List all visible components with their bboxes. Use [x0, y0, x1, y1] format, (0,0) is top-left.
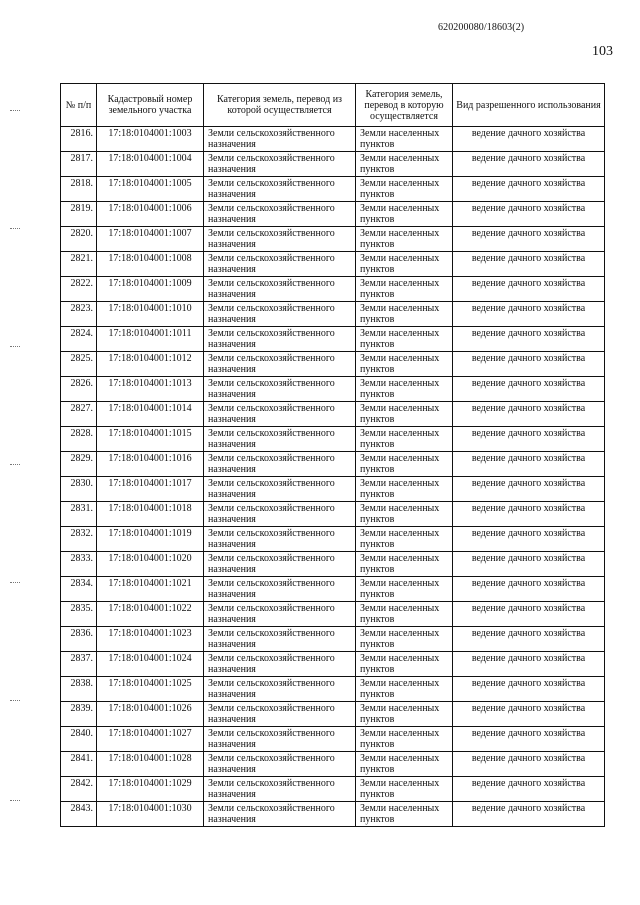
margin-mark: [10, 228, 20, 230]
row-number-cell: 2834.: [61, 577, 97, 602]
cadastral-number-cell: 17:18:0104001:1022: [97, 602, 204, 627]
margin-mark: [10, 464, 20, 466]
table-row: [61, 327, 605, 352]
permitted-use-cell: ведение дачного хозяйства: [453, 277, 605, 302]
table-row: [61, 302, 605, 327]
row-number-cell: 2841.: [61, 752, 97, 777]
cadastral-number-cell: 17:18:0104001:1029: [97, 777, 204, 802]
permitted-use-cell: ведение дачного хозяйства: [453, 627, 605, 652]
cadastral-number-cell: 17:18:0104001:1016: [97, 452, 204, 477]
category-to-cell: Земли населенных пунктов: [356, 377, 453, 402]
category-from-cell: Земли сельскохозяйственного назначения: [204, 527, 356, 552]
category-from-cell: Земли сельскохозяйственного назначения: [204, 502, 356, 527]
permitted-use-cell: ведение дачного хозяйства: [453, 752, 605, 777]
cadastral-number-cell: 17:18:0104001:1004: [97, 152, 204, 177]
category-to-cell: Земли населенных пунктов: [356, 777, 453, 802]
category-from-cell: Земли сельскохозяйственного назначения: [204, 327, 356, 352]
cadastral-number-cell: 17:18:0104001:1011: [97, 327, 204, 352]
land-plots-table: [60, 83, 605, 827]
table-row: [61, 677, 605, 702]
table-row: [61, 577, 605, 602]
margin-mark: [10, 110, 20, 112]
category-to-cell: Земли населенных пунктов: [356, 152, 453, 177]
category-to-cell: Земли населенных пунктов: [356, 702, 453, 727]
category-from-cell: Земли сельскохозяйственного назначения: [204, 802, 356, 827]
row-number-cell: 2837.: [61, 652, 97, 677]
row-number-cell: 2819.: [61, 202, 97, 227]
table-row: [61, 427, 605, 452]
table-row: [61, 552, 605, 577]
column-header-category-from: Категория земель, перевод из которой осуществляется: [204, 84, 356, 127]
permitted-use-cell: ведение дачного хозяйства: [453, 652, 605, 677]
cadastral-number-cell: 17:18:0104001:1008: [97, 252, 204, 277]
permitted-use-cell: ведение дачного хозяйства: [453, 252, 605, 277]
cadastral-number-cell: 17:18:0104001:1027: [97, 727, 204, 752]
permitted-use-cell: ведение дачного хозяйства: [453, 227, 605, 252]
cadastral-number-cell: 17:18:0104001:1012: [97, 352, 204, 377]
category-from-cell: Земли сельскохозяйственного назначения: [204, 552, 356, 577]
category-from-cell: Земли сельскохозяйственного назначения: [204, 177, 356, 202]
category-to-cell: Земли населенных пунктов: [356, 802, 453, 827]
row-number-cell: 2824.: [61, 327, 97, 352]
cadastral-number-cell: 17:18:0104001:1017: [97, 477, 204, 502]
category-to-cell: Земли населенных пунктов: [356, 727, 453, 752]
cadastral-number-cell: 17:18:0104001:1024: [97, 652, 204, 677]
row-number-cell: 2822.: [61, 277, 97, 302]
margin-mark: [10, 346, 20, 348]
permitted-use-cell: ведение дачного хозяйства: [453, 152, 605, 177]
row-number-cell: 2840.: [61, 727, 97, 752]
table-row: [61, 152, 605, 177]
category-to-cell: Земли населенных пунктов: [356, 477, 453, 502]
category-from-cell: Земли сельскохозяйственного назначения: [204, 752, 356, 777]
permitted-use-cell: ведение дачного хозяйства: [453, 527, 605, 552]
category-to-cell: Земли населенных пунктов: [356, 627, 453, 652]
row-number-cell: 2816.: [61, 127, 97, 152]
permitted-use-cell: ведение дачного хозяйства: [453, 802, 605, 827]
category-from-cell: Земли сельскохозяйственного назначения: [204, 202, 356, 227]
cadastral-number-cell: 17:18:0104001:1015: [97, 427, 204, 452]
category-from-cell: Земли сельскохозяйственного назначения: [204, 127, 356, 152]
row-number-cell: 2833.: [61, 552, 97, 577]
table-header-row: [61, 84, 605, 127]
category-from-cell: Земли сельскохозяйственного назначения: [204, 677, 356, 702]
row-number-cell: 2817.: [61, 152, 97, 177]
row-number-cell: 2838.: [61, 677, 97, 702]
cadastral-number-cell: 17:18:0104001:1020: [97, 552, 204, 577]
table-row: [61, 702, 605, 727]
category-to-cell: Земли населенных пунктов: [356, 352, 453, 377]
row-number-cell: 2830.: [61, 477, 97, 502]
permitted-use-cell: ведение дачного хозяйства: [453, 602, 605, 627]
cadastral-number-cell: 17:18:0104001:1028: [97, 752, 204, 777]
table-row: [61, 527, 605, 552]
permitted-use-cell: ведение дачного хозяйства: [453, 677, 605, 702]
document-code: 620200080/18603(2): [438, 22, 525, 33]
cadastral-number-cell: 17:18:0104001:1010: [97, 302, 204, 327]
permitted-use-cell: ведение дачного хозяйства: [453, 402, 605, 427]
category-from-cell: Земли сельскохозяйственного назначения: [204, 602, 356, 627]
category-from-cell: Земли сельскохозяйственного назначения: [204, 702, 356, 727]
cadastral-number-cell: 17:18:0104001:1018: [97, 502, 204, 527]
cadastral-number-cell: 17:18:0104001:1006: [97, 202, 204, 227]
table-row: [61, 727, 605, 752]
permitted-use-cell: ведение дачного хозяйства: [453, 552, 605, 577]
table-row: [61, 227, 605, 252]
permitted-use-cell: ведение дачного хозяйства: [453, 327, 605, 352]
cadastral-number-cell: 17:18:0104001:1026: [97, 702, 204, 727]
row-number-cell: 2828.: [61, 427, 97, 452]
table-row: [61, 277, 605, 302]
category-from-cell: Земли сельскохозяйственного назначения: [204, 377, 356, 402]
table-row: [61, 202, 605, 227]
row-number-cell: 2825.: [61, 352, 97, 377]
cadastral-number-cell: 17:18:0104001:1030: [97, 802, 204, 827]
row-number-cell: 2827.: [61, 402, 97, 427]
table-row: [61, 652, 605, 677]
category-from-cell: Земли сельскохозяйственного назначения: [204, 452, 356, 477]
cadastral-number-cell: 17:18:0104001:1005: [97, 177, 204, 202]
category-from-cell: Земли сельскохозяйственного назначения: [204, 577, 356, 602]
category-from-cell: Земли сельскохозяйственного назначения: [204, 252, 356, 277]
category-from-cell: Земли сельскохозяйственного назначения: [204, 477, 356, 502]
margin-mark: [10, 700, 20, 702]
column-header-category-to: Категория земель, перевод в которую осуществляется: [356, 84, 453, 127]
table-row: [61, 352, 605, 377]
table-row: [61, 777, 605, 802]
row-number-cell: 2829.: [61, 452, 97, 477]
permitted-use-cell: ведение дачного хозяйства: [453, 377, 605, 402]
category-to-cell: Земли населенных пунктов: [356, 177, 453, 202]
permitted-use-cell: ведение дачного хозяйства: [453, 202, 605, 227]
category-to-cell: Земли населенных пунктов: [356, 127, 453, 152]
permitted-use-cell: ведение дачного хозяйства: [453, 777, 605, 802]
category-from-cell: Земли сельскохозяйственного назначения: [204, 302, 356, 327]
row-number-cell: 2823.: [61, 302, 97, 327]
table-row: [61, 252, 605, 277]
row-number-cell: 2832.: [61, 527, 97, 552]
margin-mark: [10, 800, 20, 802]
category-from-cell: Земли сельскохозяйственного назначения: [204, 227, 356, 252]
permitted-use-cell: ведение дачного хозяйства: [453, 127, 605, 152]
land-plots-table-container: [60, 83, 604, 827]
category-to-cell: Земли населенных пунктов: [356, 252, 453, 277]
cadastral-number-cell: 17:18:0104001:1013: [97, 377, 204, 402]
category-to-cell: Земли населенных пунктов: [356, 302, 453, 327]
category-to-cell: Земли населенных пунктов: [356, 752, 453, 777]
category-to-cell: Земли населенных пунктов: [356, 502, 453, 527]
row-number-cell: 2820.: [61, 227, 97, 252]
cadastral-number-cell: 17:18:0104001:1014: [97, 402, 204, 427]
cadastral-number-cell: 17:18:0104001:1009: [97, 277, 204, 302]
row-number-cell: 2821.: [61, 252, 97, 277]
permitted-use-cell: ведение дачного хозяйства: [453, 702, 605, 727]
category-from-cell: Земли сельскохозяйственного назначения: [204, 352, 356, 377]
cadastral-number-cell: 17:18:0104001:1007: [97, 227, 204, 252]
cadastral-number-cell: 17:18:0104001:1025: [97, 677, 204, 702]
table-row: [61, 752, 605, 777]
category-to-cell: Земли населенных пунктов: [356, 527, 453, 552]
table-row: [61, 502, 605, 527]
permitted-use-cell: ведение дачного хозяйства: [453, 727, 605, 752]
permitted-use-cell: ведение дачного хозяйства: [453, 352, 605, 377]
page-number: 103: [592, 44, 613, 59]
category-from-cell: Земли сельскохозяйственного назначения: [204, 152, 356, 177]
category-to-cell: Земли населенных пунктов: [356, 577, 453, 602]
column-header-cadastral: Кадастровый номер земельного участка: [97, 84, 204, 127]
table-row: [61, 627, 605, 652]
table-row: [61, 377, 605, 402]
margin-mark: [10, 582, 20, 584]
row-number-cell: 2842.: [61, 777, 97, 802]
table-row: [61, 477, 605, 502]
cadastral-number-cell: 17:18:0104001:1023: [97, 627, 204, 652]
permitted-use-cell: ведение дачного хозяйства: [453, 502, 605, 527]
category-from-cell: Земли сельскохозяйственного назначения: [204, 627, 356, 652]
category-to-cell: Земли населенных пунктов: [356, 452, 453, 477]
row-number-cell: 2839.: [61, 702, 97, 727]
permitted-use-cell: ведение дачного хозяйства: [453, 177, 605, 202]
table-row: [61, 127, 605, 152]
row-number-cell: 2831.: [61, 502, 97, 527]
category-from-cell: Земли сельскохозяйственного назначения: [204, 777, 356, 802]
category-from-cell: Земли сельскохозяйственного назначения: [204, 652, 356, 677]
table-row: [61, 602, 605, 627]
category-to-cell: Земли населенных пунктов: [356, 552, 453, 577]
row-number-cell: 2843.: [61, 802, 97, 827]
table-row: [61, 177, 605, 202]
category-to-cell: Земли населенных пунктов: [356, 402, 453, 427]
category-to-cell: Земли населенных пунктов: [356, 677, 453, 702]
category-to-cell: Земли населенных пунктов: [356, 652, 453, 677]
category-from-cell: Земли сельскохозяйственного назначения: [204, 727, 356, 752]
category-from-cell: Земли сельскохозяйственного назначения: [204, 402, 356, 427]
category-from-cell: Земли сельскохозяйственного назначения: [204, 277, 356, 302]
row-number-cell: 2826.: [61, 377, 97, 402]
column-header-number: № п/п: [61, 84, 97, 127]
category-to-cell: Земли населенных пунктов: [356, 202, 453, 227]
category-to-cell: Земли населенных пунктов: [356, 277, 453, 302]
cadastral-number-cell: 17:18:0104001:1003: [97, 127, 204, 152]
row-number-cell: 2818.: [61, 177, 97, 202]
category-to-cell: Земли населенных пунктов: [356, 327, 453, 352]
row-number-cell: 2835.: [61, 602, 97, 627]
permitted-use-cell: ведение дачного хозяйства: [453, 577, 605, 602]
table-row: [61, 402, 605, 427]
category-to-cell: Земли населенных пунктов: [356, 427, 453, 452]
permitted-use-cell: ведение дачного хозяйства: [453, 427, 605, 452]
category-to-cell: Земли населенных пунктов: [356, 602, 453, 627]
column-header-permitted-use: Вид разрешенного использования: [453, 84, 605, 127]
permitted-use-cell: ведение дачного хозяйства: [453, 477, 605, 502]
category-to-cell: Земли населенных пунктов: [356, 227, 453, 252]
table-row: [61, 802, 605, 827]
cadastral-number-cell: 17:18:0104001:1021: [97, 577, 204, 602]
permitted-use-cell: ведение дачного хозяйства: [453, 452, 605, 477]
cadastral-number-cell: 17:18:0104001:1019: [97, 527, 204, 552]
permitted-use-cell: ведение дачного хозяйства: [453, 302, 605, 327]
row-number-cell: 2836.: [61, 627, 97, 652]
category-from-cell: Земли сельскохозяйственного назначения: [204, 427, 356, 452]
table-row: [61, 452, 605, 477]
